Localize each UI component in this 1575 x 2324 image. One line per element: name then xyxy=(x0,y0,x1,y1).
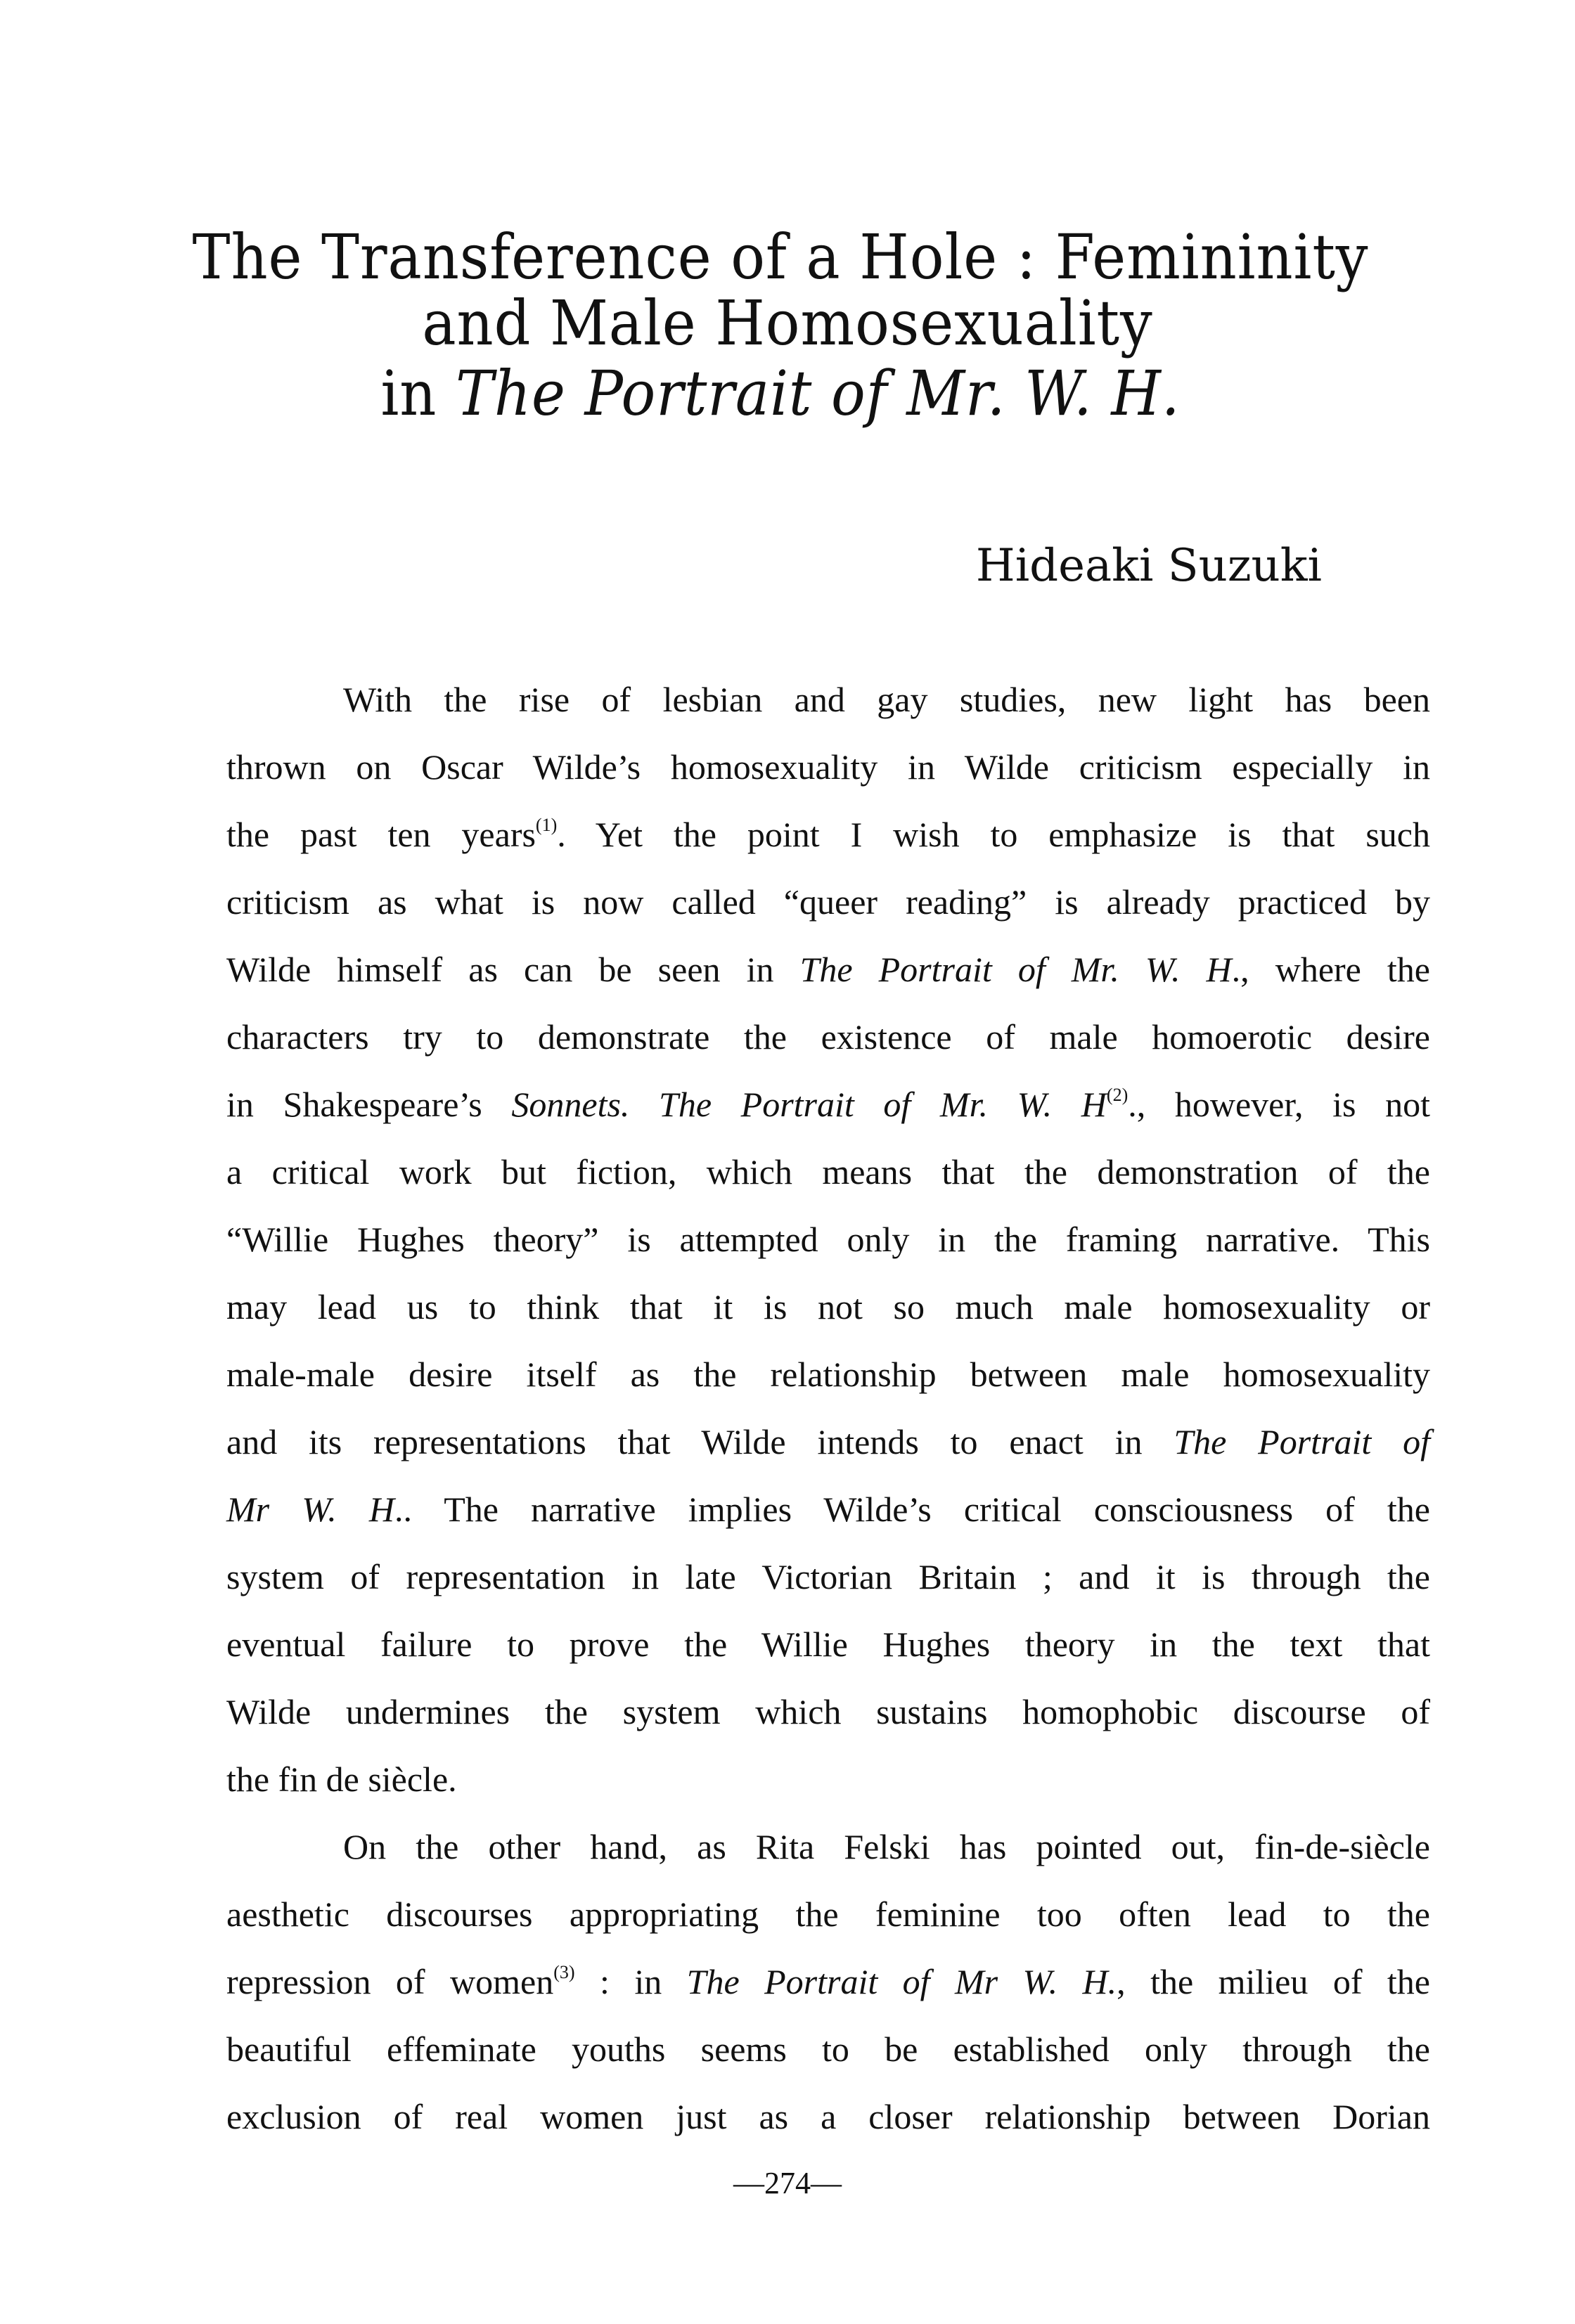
text-line xyxy=(226,1476,1430,1543)
text-line xyxy=(226,1813,1430,1880)
text-segment: ., where the xyxy=(1231,950,1430,989)
text-segment: system of representation in late Victorian Britain ; and it is through the xyxy=(226,1557,1430,1596)
page-number: —274— xyxy=(733,2166,842,2200)
footnote-ref: (2) xyxy=(1106,1085,1129,1105)
body-text xyxy=(226,666,1430,2150)
text-segment: in Shakespeare’s xyxy=(226,1085,512,1124)
text-segment: With the rise of lesbian and gay studies, new light has been xyxy=(343,680,1430,719)
text-line xyxy=(226,1071,1430,1138)
text-line xyxy=(226,1880,1430,1948)
title-italic-work: The Portrait of Mr. W. H. xyxy=(455,357,1181,430)
italic-text: The Portrait of xyxy=(1174,1422,1430,1461)
text-line xyxy=(226,868,1430,936)
text-line xyxy=(226,1273,1430,1341)
text-line xyxy=(226,1138,1430,1206)
title-line-3 xyxy=(56,357,1505,430)
text-line xyxy=(226,1003,1430,1071)
text-line xyxy=(226,1408,1430,1476)
title-prefix: in xyxy=(380,357,456,430)
text-line xyxy=(226,1341,1430,1408)
text-line xyxy=(226,1206,1430,1273)
text-segment: “Willie Hughes theory” is attempted only in the framing narrative. This xyxy=(226,1220,1430,1259)
author-name: Hideaki Suzuki xyxy=(975,540,1322,592)
text-segment: beautiful effeminate youths seems to be established only through the xyxy=(226,2029,1430,2069)
italic-text: Mr W. H xyxy=(226,1490,394,1529)
text-line xyxy=(226,1948,1430,2015)
text-segment: .. The narrative implies Wilde’s critical consciousness of the xyxy=(394,1490,1431,1529)
text-segment: aesthetic discourses appropriating the feminine too often lead to the xyxy=(226,1894,1430,1934)
text-segment: Wilde undermines the system which sustains homophobic discourse of xyxy=(226,1692,1430,1731)
text-line xyxy=(226,1678,1430,1745)
italic-text: The Portrait of Mr. W. H xyxy=(799,950,1232,989)
text-segment: the past ten years xyxy=(226,815,536,854)
italic-text: Sonnets. The Portrait of Mr. W. H xyxy=(511,1085,1107,1124)
italic-text: The Portrait of Mr W. H. xyxy=(686,1962,1117,2001)
text-line xyxy=(226,2083,1430,2150)
title-line-2: and Male Homosexuality xyxy=(422,287,1153,359)
text-line xyxy=(226,666,1430,733)
text-line xyxy=(226,801,1430,868)
text-line xyxy=(226,936,1430,1003)
text-line xyxy=(226,733,1430,801)
text-segment: exclusion of real women just as a closer relationship between Dorian xyxy=(226,2097,1430,2136)
text-segment: thrown on Oscar Wilde’s homosexuality in Wilde criticism especially in xyxy=(226,747,1430,787)
text-segment: criticism as what is now called “queer reading” is already practiced by xyxy=(226,882,1430,922)
text-segment: repression of women xyxy=(226,1962,554,2001)
text-line xyxy=(226,2015,1430,2083)
text-segment: ., however, is not xyxy=(1128,1085,1430,1124)
text-line xyxy=(226,1543,1430,1610)
footnote-ref: (3) xyxy=(553,1962,575,1982)
text-line xyxy=(226,1610,1430,1678)
title-line-1: The Transference of a Hole : Femininity xyxy=(192,221,1369,293)
footnote-ref: (1) xyxy=(535,815,558,835)
text-line xyxy=(226,1745,1430,1813)
text-segment: a critical work but fiction, which means that the demonstration of the xyxy=(226,1152,1430,1192)
text-segment: Wilde himself as can be seen in xyxy=(226,950,800,989)
text-segment: male-male desire itself as the relationship between male homosexuality xyxy=(226,1355,1430,1394)
text-segment: . Yet the point I wish to emphasize is that such xyxy=(557,815,1430,854)
text-segment: , the milieu of the xyxy=(1117,1962,1430,2001)
text-segment: On the other hand, as Rita Felski has pointed out, fin-de-siècle xyxy=(343,1827,1430,1866)
text-segment: may lead us to think that it is not so much male homosexuality or xyxy=(226,1287,1430,1326)
text-segment: : in xyxy=(574,1962,687,2001)
text-segment: characters try to demonstrate the existence of male homoerotic desire xyxy=(226,1017,1430,1057)
text-segment: the fin de siècle. xyxy=(226,1760,457,1799)
text-segment: eventual failure to prove the Willie Hughes theory in the text that xyxy=(226,1625,1430,1664)
text-segment: and its representations that Wilde intends to enact in xyxy=(226,1422,1174,1461)
